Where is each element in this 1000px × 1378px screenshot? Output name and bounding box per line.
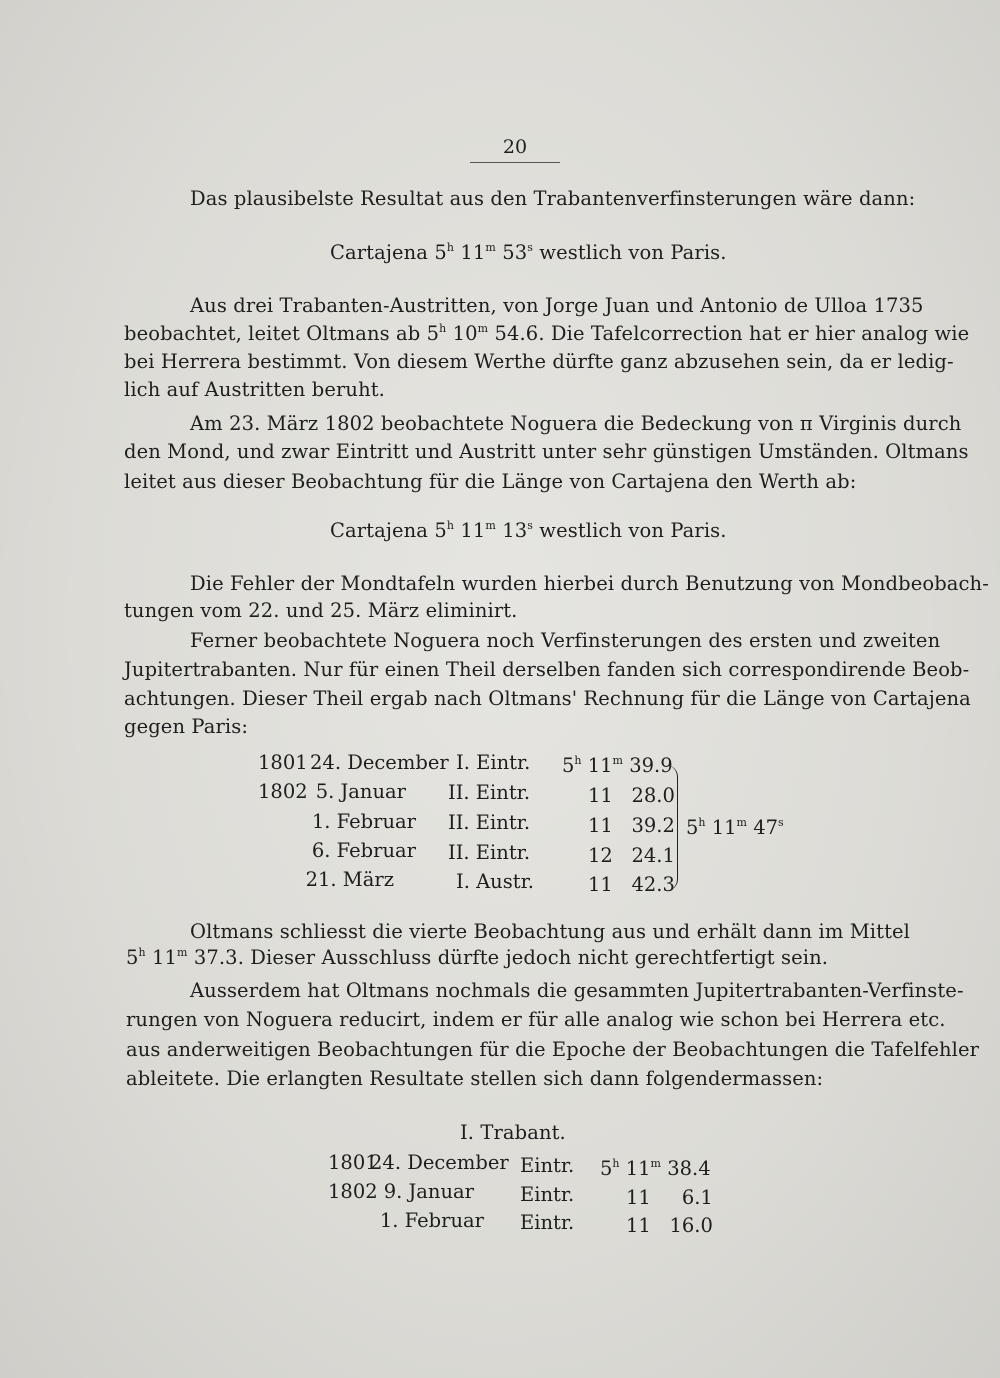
cell-event: I. Austr. — [456, 870, 534, 893]
result-place: Cartajena — [330, 519, 429, 542]
text-span: 10 — [452, 322, 478, 345]
cell-year: 1802 — [328, 1180, 378, 1203]
paragraph-line: 5$^h$ 11$^m$ 37.3. Dieser Ausschluss dürfte jedoch nicht gerechtfertigt sein. — [126, 946, 829, 969]
paragraph-line: aus anderweitigen Beobachtungen für die Epoche der Beobachtungen die Tafelfehler — [126, 1038, 980, 1061]
result-minutes: 11 — [460, 241, 486, 264]
cell-event: Eintr. — [520, 1183, 575, 1206]
cell-date: 1. Februar — [311, 810, 416, 833]
time-s: 6.1 — [681, 1186, 713, 1209]
time-s: 24.1 — [631, 844, 675, 867]
text-span: 5 — [126, 946, 139, 969]
cell-time — [588, 843, 675, 869]
cell-time — [588, 783, 675, 809]
result-line-2: Cartajena 5$^h$ 11$^m$ 13$^s$ westlich von Paris. — [330, 519, 727, 542]
cell-event: II. Eintr. — [448, 811, 531, 834]
time-h: 5 — [686, 816, 699, 839]
time-s: 39.9 — [629, 754, 673, 777]
result-hours: 5 — [434, 241, 447, 264]
result-seconds: 53 — [502, 241, 528, 264]
text-span: 11 — [152, 946, 178, 969]
cell-event: Eintr. — [520, 1154, 575, 1177]
result-hours: 5 — [434, 519, 447, 542]
paragraph-line: Oltmans schliesst die vierte Beobachtung aus und erhält dann im Mittel — [190, 920, 910, 943]
cell-year: 1801 — [328, 1151, 378, 1174]
table-title: I. Trabant. — [460, 1121, 566, 1144]
cell-date: 6. Februar — [311, 839, 416, 862]
time-s: 16.0 — [669, 1214, 713, 1237]
cell-date: 9. Januar — [383, 1180, 474, 1203]
paragraph-line: den Mond, und zwar Eintritt und Austritt unter sehr günstigen Umständen. Oltmans — [124, 440, 969, 463]
paragraph-line: ableitete. Die erlangten Resultate stellen sich dann folgendermassen: — [126, 1067, 824, 1090]
time-m: 11 — [711, 816, 737, 839]
cell-event: I. Eintr. — [456, 751, 531, 774]
cell-event: II. Eintr. — [448, 781, 531, 804]
time-s: 39.2 — [631, 814, 675, 837]
time-m: 11 — [626, 1186, 651, 1209]
paragraph-line: Das plausibelste Resultat aus den Trabantenverfinsterungen wäre dann: — [190, 187, 916, 210]
cell-date: 21. März — [305, 868, 394, 891]
paragraph-line: lich auf Austritten beruht. — [124, 378, 385, 401]
mean-value: 5$^h$ 11$^m$ 47$^s$ — [686, 816, 784, 839]
text-span: 37.3. Dieser Ausschluss dürfte jedoch nicht gerechtfertigt sein. — [193, 946, 829, 969]
time-m: 12 — [588, 844, 613, 867]
paragraph-line: Ausserdem hat Oltmans nochmals die gesammten Jupitertrabanten-Verfinste- — [190, 979, 964, 1002]
cell-date: 24. December — [310, 751, 449, 774]
paragraph-line: bei Herrera bestimmt. Von diesem Werthe dürfte ganz abzusehen sein, da er ledig- — [124, 350, 954, 373]
paragraph-line: gegen Paris: — [124, 715, 249, 738]
time-m: 11 — [626, 1214, 651, 1237]
paragraph-line: Am 23. März 1802 beobachtete Noguera die Bedeckung von π Virginis durch — [190, 412, 962, 435]
page-number: 20 — [470, 136, 560, 163]
result-text: westlich von Paris. — [539, 241, 727, 264]
result-text: westlich von Paris. — [539, 519, 727, 542]
cell-date: 24. December — [370, 1151, 509, 1174]
time-s: 28.0 — [631, 784, 675, 807]
result-seconds: 13 — [502, 519, 528, 542]
result-place: Cartajena — [330, 241, 429, 264]
time-m: 11 — [587, 754, 613, 777]
cell-time — [626, 1213, 713, 1239]
text-span: beobachtet, leitet Oltmans ab 5 — [124, 322, 440, 345]
cell-time — [588, 813, 675, 839]
cell-time — [626, 1185, 713, 1211]
paragraph-line: beobachtet, leitet Oltmans ab 5$^h$ 10$^m$ 54.6. Die Tafelcorrection hat er hier analog wie — [124, 322, 970, 345]
cell-time: 5$^h$ 11$^m$ 39.9 — [562, 754, 673, 777]
time-m: 11 — [588, 814, 613, 837]
cell-time: 5$^h$ 11$^m$ 38.4 — [600, 1157, 711, 1180]
result-minutes: 11 — [460, 519, 486, 542]
cell-date: 5. Januar — [315, 780, 406, 803]
paragraph-line: achtungen. Dieser Theil ergab nach Oltmans' Rechnung für die Länge von Cartajena — [124, 687, 971, 710]
paragraph-line: leitet aus dieser Beobachtung für die Länge von Cartajena den Werth ab: — [124, 470, 857, 493]
brace-right — [663, 765, 678, 891]
paragraph-line: rungen von Noguera reducirt, indem er für alle analog wie schon bei Herrera etc. — [126, 1008, 946, 1031]
time-h: 5 — [562, 754, 575, 777]
paragraph-line: Jupitertrabanten. Nur für einen Theil derselben fanden sich correspondirende Beob- — [124, 658, 970, 681]
cell-date: 1. Februar — [379, 1209, 484, 1232]
time-m: 11 — [588, 873, 613, 896]
cell-time — [588, 872, 675, 898]
time-s: 38.4 — [667, 1157, 711, 1180]
time-h: 5 — [600, 1157, 613, 1180]
time-m: 11 — [625, 1157, 651, 1180]
paragraph-line: Aus drei Trabanten-Austritten, von Jorge Juan und Antonio de Ulloa 1735 — [190, 294, 924, 317]
cell-event: Eintr. — [520, 1211, 575, 1234]
paragraph-line: Ferner beobachtete Noguera noch Verfinsterungen des ersten und zweiten — [190, 629, 941, 652]
cell-year: 1802 — [258, 780, 308, 803]
time-s: 47 — [753, 816, 779, 839]
text-span: 54.6. Die Tafelcorrection hat er hier analog wie — [494, 322, 970, 345]
cell-year: 1801 — [258, 751, 308, 774]
result-line-1: Cartajena 5$^h$ 11$^m$ 53$^s$ westlich von Paris. — [330, 241, 727, 264]
time-s: 42.3 — [631, 873, 675, 896]
cell-event: II. Eintr. — [448, 841, 531, 864]
paragraph-line: tungen vom 22. und 25. März eliminirt. — [124, 599, 518, 622]
paragraph-line: Die Fehler der Mondtafeln wurden hierbei durch Benutzung von Mondbeobach- — [190, 572, 989, 595]
time-m: 11 — [588, 784, 613, 807]
